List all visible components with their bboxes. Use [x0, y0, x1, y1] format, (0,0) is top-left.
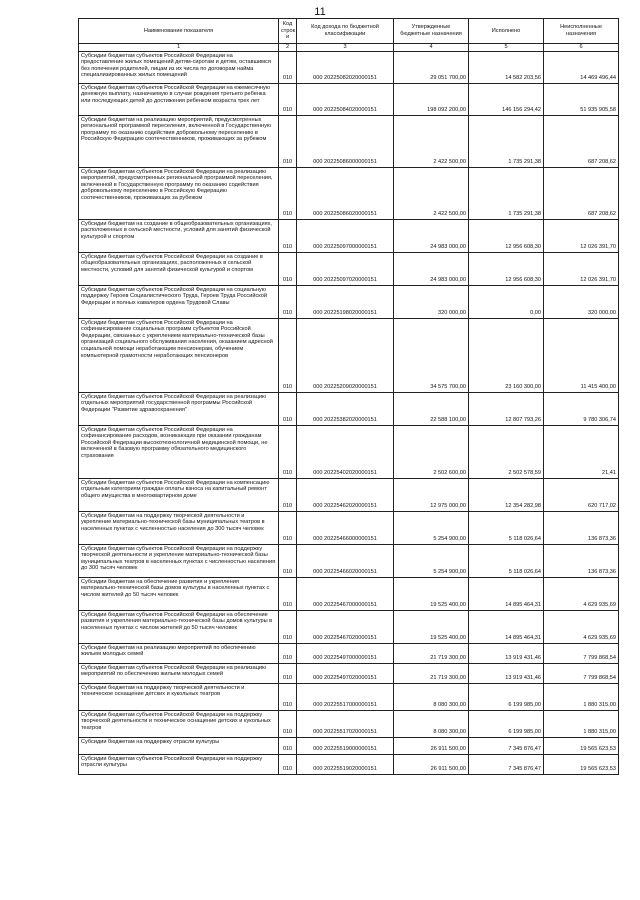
- row-name: Субсидии бюджетам субъектов Российской Федерации на предоставление жилых помещений детям-сиротам и детям, оставшимся без попечения родителей, лицам из их числа по договорам найма специализированных жилых помещений: [79, 51, 279, 83]
- row-executed: 12 956 608,30: [469, 219, 544, 252]
- row-name: Субсидии бюджетам субъектов Российской Федерации на обеспечение развития и укрепления материально-технической базы домов культуры в населенных пунктах с числом жителей до 50 тысяч человек: [79, 610, 279, 643]
- row-approved: 320 000,00: [394, 285, 469, 318]
- row-approved: 21 719 300,00: [394, 663, 469, 683]
- row-executed: 5 118 026,64: [469, 511, 544, 544]
- row-income-code: 000 20225519020000151: [297, 754, 394, 774]
- row-unexecuted: 19 565 623,53: [544, 754, 619, 774]
- row-executed: 6 199 985,00: [469, 710, 544, 737]
- row-executed: 5 118 026,64: [469, 544, 544, 577]
- row-income-code: 000 20225084020000151: [297, 83, 394, 115]
- row-income-code: 000 20225467020000151: [297, 610, 394, 643]
- row-income-code: 000 20225462020000151: [297, 478, 394, 511]
- table-header-row: [79, 19, 619, 44]
- row-approved: 5 254 900,00: [394, 544, 469, 577]
- row-executed: 14 895 464,31: [469, 610, 544, 643]
- row-approved: 198 092 200,00: [394, 83, 469, 115]
- row-executed: 6 199 985,00: [469, 683, 544, 710]
- row-income-code: 000 20225086000000151: [297, 115, 394, 167]
- row-unexecuted: 1 880 315,00: [544, 683, 619, 710]
- row-income-code: 000 20225086020000151: [297, 167, 394, 219]
- row-approved: 26 911 500,00: [394, 737, 469, 754]
- row-approved: 5 254 900,00: [394, 511, 469, 544]
- row-line-code: 010: [279, 511, 297, 544]
- row-approved: 19 525 400,00: [394, 577, 469, 610]
- table-body: [79, 51, 619, 774]
- page-number: 11: [314, 6, 326, 18]
- row-unexecuted: 51 935 905,58: [544, 83, 619, 115]
- row-approved: 8 080 300,00: [394, 683, 469, 710]
- table-row: [79, 610, 619, 643]
- table-row: [79, 285, 619, 318]
- row-line-code: 010: [279, 83, 297, 115]
- row-approved: 2 502 600,00: [394, 425, 469, 478]
- row-approved: 24 983 000,00: [394, 219, 469, 252]
- row-unexecuted: 9 780 306,74: [544, 392, 619, 425]
- budget-execution-table: [78, 18, 619, 775]
- row-executed: 14 895 464,31: [469, 577, 544, 610]
- row-line-code: 010: [279, 392, 297, 425]
- row-executed: 14 582 203,56: [469, 51, 544, 83]
- table-row: [79, 392, 619, 425]
- row-income-code: 000 20225082020000151: [297, 51, 394, 83]
- row-name: Субсидии бюджетам субъектов Российской Федерации на социальную поддержку Героев Социалистического Труда, Героев Труда Российской Федерации и полных кавалеров ордена Трудовой Славы: [79, 285, 279, 318]
- row-line-code: 010: [279, 577, 297, 610]
- row-line-code: 010: [279, 252, 297, 285]
- row-executed: 13 919 431,46: [469, 643, 544, 663]
- table-row: [79, 511, 619, 544]
- row-executed: 0,00: [469, 285, 544, 318]
- table-row: [79, 683, 619, 710]
- row-unexecuted: 7 799 868,54: [544, 643, 619, 663]
- row-executed: 13 919 431,46: [469, 663, 544, 683]
- table-row: [79, 252, 619, 285]
- row-income-code: 000 20225497020000151: [297, 663, 394, 683]
- row-unexecuted: 687 208,62: [544, 167, 619, 219]
- row-name: Субсидии бюджетам на поддержку творческой деятельности и укрепление материально-технической базы муниципальных театров в населенных пунктах с численностью населения до 300 тысяч человек: [79, 511, 279, 544]
- row-approved: 29 051 700,00: [394, 51, 469, 83]
- column-number: 1: [79, 44, 279, 52]
- table-row: [79, 737, 619, 754]
- header-unexecuted: Неисполненные назначения: [544, 19, 619, 44]
- row-income-code: 000 20225467000000151: [297, 577, 394, 610]
- row-approved: 12 975 000,00: [394, 478, 469, 511]
- row-name: Субсидии бюджетам субъектов Российской Федерации на софинансирование расходов, возникающих при оказании гражданам Российской Федерации высокотехнологичной медицинской помощи, не включенной в базовую программу обязательного медицинского страхования: [79, 425, 279, 478]
- row-name: Субсидии бюджетам субъектов Российской Федерации на создание в общеобразовательных организациях, расположенных в сельской местности, условий для занятий физической культурой и спортом: [79, 252, 279, 285]
- row-name: Субсидии бюджетам субъектов Российской Федерации на компенсацию отдельным категориям граждан оплаты взноса на капитальный ремонт общего имущества в многоквартирном доме: [79, 478, 279, 511]
- row-name: Субсидии бюджетам на поддержку творческой деятельности и техническое оснащение детских и кукольных театров: [79, 683, 279, 710]
- header-approved: Утвержденные бюджетные назначения: [394, 19, 469, 44]
- row-line-code: 010: [279, 478, 297, 511]
- table-row: [79, 115, 619, 167]
- row-line-code: 010: [279, 610, 297, 643]
- column-number-row: [79, 44, 619, 52]
- row-income-code: 000 20225497000000151: [297, 643, 394, 663]
- row-line-code: 010: [279, 663, 297, 683]
- table-row: [79, 167, 619, 219]
- row-executed: 23 160 300,00: [469, 318, 544, 392]
- row-income-code: 000 20225466000000151: [297, 511, 394, 544]
- row-line-code: 010: [279, 51, 297, 83]
- row-unexecuted: 320 000,00: [544, 285, 619, 318]
- row-unexecuted: 12 026 391,70: [544, 252, 619, 285]
- row-unexecuted: 14 469 496,44: [544, 51, 619, 83]
- row-approved: 2 422 500,00: [394, 167, 469, 219]
- row-line-code: 010: [279, 683, 297, 710]
- row-income-code: 000 20225519000000151: [297, 737, 394, 754]
- row-unexecuted: 136 873,36: [544, 544, 619, 577]
- row-name: Субсидии бюджетам субъектов Российской Федерации на поддержку творческой деятельности и укрепление материально-технической базы муниципальных театров в населенных пунктах с численностью населения до 300 тысяч человек: [79, 544, 279, 577]
- row-executed: 7 345 876,47: [469, 737, 544, 754]
- table-row: [79, 577, 619, 610]
- row-name: Субсидии бюджетам на реализацию мероприятий, предусмотренных региональной программой переселения, включенной в Государственную программу по оказанию содействия добровольному переселению в Российскую Федерацию соотечественников, проживающих за рубежом: [79, 115, 279, 167]
- row-executed: 12 354 282,98: [469, 478, 544, 511]
- table-row: [79, 425, 619, 478]
- header-kbk: Код дохода по бюджетной классификации: [297, 19, 394, 44]
- row-unexecuted: 1 880 315,00: [544, 710, 619, 737]
- row-line-code: 010: [279, 167, 297, 219]
- row-income-code: 000 20225402020000151: [297, 425, 394, 478]
- row-unexecuted: 21,41: [544, 425, 619, 478]
- row-line-code: 010: [279, 737, 297, 754]
- header-name: Наименование показателя: [79, 19, 279, 44]
- row-name: Субсидии бюджетам субъектов Российской Федерации на реализацию мероприятий, предусмотренных региональной программой переселения, включенной в Государственную программу по оказанию содействия добровольному переселению в Российскую Федерацию соотечественников, проживающих за рубежом: [79, 167, 279, 219]
- row-line-code: 010: [279, 219, 297, 252]
- row-executed: 146 156 294,42: [469, 83, 544, 115]
- column-number: 3: [297, 44, 394, 52]
- table-row: [79, 51, 619, 83]
- header-code: Код строк и: [279, 19, 297, 44]
- row-income-code: 000 20225382020000151: [297, 392, 394, 425]
- row-approved: 2 422 500,00: [394, 115, 469, 167]
- row-name: Субсидии бюджетам на реализацию мероприятий по обеспечению жильем молодых семей: [79, 643, 279, 663]
- row-name: Субсидии бюджетам субъектов Российской Федерации на софинансирование социальных программ субъектов Российской Федерации, связанных с укреплением материально-технической базы организаций социального обслуживания населения, оказанием адресной социальной помощи неработающим пенсионерам, обучением компьютерной грамотности неработающих пенсионеров: [79, 318, 279, 392]
- row-line-code: 010: [279, 318, 297, 392]
- table-row: [79, 478, 619, 511]
- row-name: Субсидии бюджетам на поддержку отрасли культуры: [79, 737, 279, 754]
- row-unexecuted: 4 629 935,69: [544, 610, 619, 643]
- row-income-code: 000 20225209020000151: [297, 318, 394, 392]
- row-income-code: 000 20225097000000151: [297, 219, 394, 252]
- row-line-code: 010: [279, 754, 297, 774]
- column-number: 4: [394, 44, 469, 52]
- row-name: Субсидии бюджетам субъектов Российской Федерации на реализацию отдельных мероприятий государственной программы Российской Федерации "Развитие здравоохранения": [79, 392, 279, 425]
- row-unexecuted: 7 799 868,54: [544, 663, 619, 683]
- row-approved: 34 575 700,00: [394, 318, 469, 392]
- row-unexecuted: 687 208,62: [544, 115, 619, 167]
- row-name: Субсидии бюджетам на создание в общеобразовательных организациях, расположенных в сельской местности, условий для занятий физической культурой и спортом: [79, 219, 279, 252]
- row-line-code: 010: [279, 115, 297, 167]
- row-approved: 26 911 500,00: [394, 754, 469, 774]
- row-approved: 24 983 000,00: [394, 252, 469, 285]
- row-executed: 1 735 291,38: [469, 167, 544, 219]
- row-name: Субсидии бюджетам субъектов Российской Федерации на поддержку творческой деятельности и техническое оснащение детских и кукольных театров: [79, 710, 279, 737]
- table-row: [79, 219, 619, 252]
- table-row: [79, 754, 619, 774]
- row-unexecuted: 19 565 623,53: [544, 737, 619, 754]
- row-name: Субсидии бюджетам субъектов Российской Федерации на реализацию мероприятий по обеспечению жильем молодых семей: [79, 663, 279, 683]
- row-income-code: 000 20225097020000151: [297, 252, 394, 285]
- table-row: [79, 544, 619, 577]
- row-line-code: 010: [279, 643, 297, 663]
- row-unexecuted: 136 873,36: [544, 511, 619, 544]
- column-number: 2: [279, 44, 297, 52]
- row-executed: 7 345 876,47: [469, 754, 544, 774]
- row-approved: 22 588 100,00: [394, 392, 469, 425]
- row-executed: 12 956 608,30: [469, 252, 544, 285]
- column-number: 5: [469, 44, 544, 52]
- row-income-code: 000 20225517000000151: [297, 683, 394, 710]
- column-number: 6: [544, 44, 619, 52]
- row-income-code: 000 20225517020000151: [297, 710, 394, 737]
- header-executed: Исполнено: [469, 19, 544, 44]
- row-executed: 1 735 291,38: [469, 115, 544, 167]
- row-unexecuted: 12 026 391,70: [544, 219, 619, 252]
- row-unexecuted: 11 415 400,00: [544, 318, 619, 392]
- row-line-code: 010: [279, 285, 297, 318]
- row-name: Субсидии бюджетам субъектов Российской Федерации на ежемесячную денежную выплату, назначаемую в случае рождения третьего ребенка или последующих детей до достижения ребенком возраста трех лет: [79, 83, 279, 115]
- row-income-code: 000 20225466020000151: [297, 544, 394, 577]
- row-income-code: 000 20225198020000151: [297, 285, 394, 318]
- table-row: [79, 643, 619, 663]
- table-row: [79, 83, 619, 115]
- row-executed: 12 807 793,26: [469, 392, 544, 425]
- table-row: [79, 710, 619, 737]
- row-name: Субсидии бюджетам субъектов Российской Федерации на поддержку отрасли культуры: [79, 754, 279, 774]
- table-row: [79, 318, 619, 392]
- row-approved: 8 080 300,00: [394, 710, 469, 737]
- row-approved: 21 719 300,00: [394, 643, 469, 663]
- row-line-code: 010: [279, 425, 297, 478]
- row-unexecuted: 620 717,02: [544, 478, 619, 511]
- row-line-code: 010: [279, 710, 297, 737]
- row-line-code: 010: [279, 544, 297, 577]
- row-approved: 19 525 400,00: [394, 610, 469, 643]
- row-unexecuted: 4 629 935,69: [544, 577, 619, 610]
- row-name: Субсидии бюджетам на обеспечение развития и укрепления материально-технической базы домов культуры в населенных пунктах с числом жителей до 50 тысяч человек: [79, 577, 279, 610]
- table-row: [79, 663, 619, 683]
- row-executed: 2 502 578,59: [469, 425, 544, 478]
